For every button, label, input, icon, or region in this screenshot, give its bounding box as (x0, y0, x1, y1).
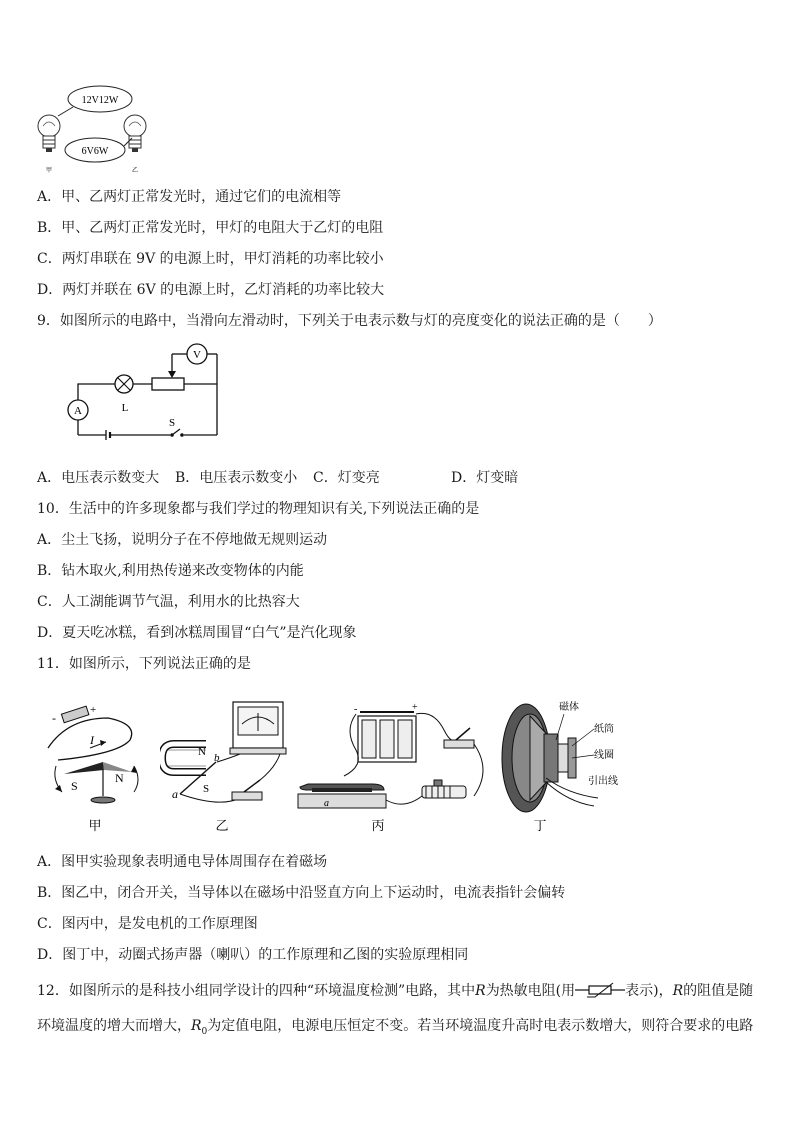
q9-option-b: B．电压表示数变小 (175, 470, 298, 486)
bulb-right-icon (124, 115, 146, 152)
minus-sign: - (354, 704, 358, 715)
q12-text-b: 为热敏电阻(用 (485, 983, 576, 999)
r0-subscript: 0 (201, 1026, 208, 1037)
q8-option-d: D．两灯并联在 6V 的电源上时，乙灯消耗的功率比较大 (37, 282, 385, 298)
battery-icon (61, 706, 89, 723)
lamp-right-label: 乙 (131, 168, 139, 174)
r-symbol-2: R (672, 983, 684, 999)
label-bing: 丙 (371, 818, 385, 833)
rheostat-icon (422, 780, 466, 798)
lamp-label: L (121, 402, 129, 414)
point-b-label: b (214, 752, 220, 764)
bubble-bottom-text: 6V6W (81, 146, 109, 157)
q9-circuit-diagram (62, 340, 227, 445)
q10-stem: 10．生活中的许多现象都与我们学过的物理知识有关,下列说法正确的是 (37, 501, 480, 517)
thermistor-symbol-icon (575, 982, 625, 998)
bubble-top-text: 12V12W (81, 95, 119, 106)
q8-bulbs-figure (33, 80, 163, 175)
q12-line-2 (37, 1017, 753, 1041)
q10-option-d: D．夏天吃冰糕，看到冰糕周围冒“白气”是汽化现象 (37, 625, 357, 641)
q9-option-d: D．灯变暗 (451, 470, 519, 486)
q12-line-1 (37, 982, 753, 1000)
label-jia: 甲 (88, 818, 102, 833)
coil-label: 线圈 (594, 750, 614, 761)
lead-wire-label: 引出线 (588, 776, 618, 787)
plus-sign: + (412, 702, 418, 713)
q11-figure-jia (38, 700, 148, 840)
lamp-left-label: 甲 (45, 168, 53, 174)
paper-tube-label: 纸筒 (594, 724, 614, 735)
pole-n-label: N (115, 771, 124, 785)
q12-text-f: 为定值电阻，电源电压恒定不变。若当环境温度升高时电表示数增大，则符合要求的电路 (207, 1018, 754, 1034)
point-a-label: a (172, 787, 178, 801)
switch-label: S (168, 417, 176, 429)
battery-pack-icon (358, 712, 416, 762)
label-ding: 丁 (533, 818, 547, 833)
q9-option-a: A．电压表示数变大 (37, 470, 160, 486)
r-symbol: R (475, 983, 486, 999)
q12-text-c: 表示)， (625, 983, 673, 999)
q11-figure-ding (498, 698, 633, 840)
q9-option-c: C．灯变亮 (313, 470, 380, 486)
q11-figure-yi (160, 698, 300, 840)
r0-symbol: R (191, 1018, 202, 1034)
magnet-rail-icon (298, 784, 386, 808)
q11-option-d: D．图丁中，动圈式扬声器（喇叭）的工作原理和乙图的实验原理相同 (37, 947, 469, 963)
plus-sign: + (90, 704, 97, 716)
q11-option-a: A．图甲实验现象表明通电导体周围存在着磁场 (37, 854, 328, 870)
q8-option-c: C．两灯串联在 9V 的电源上时，甲灯消耗的功率比较小 (37, 251, 384, 267)
q11-option-c: C．图丙中，是发电机的工作原理图 (37, 916, 258, 932)
switch-icon (232, 780, 262, 800)
q11-stem: 11．如图所示，下列说法正确的是 (37, 656, 251, 672)
rheostat-icon (152, 378, 184, 390)
minus-sign: - (52, 711, 56, 725)
q9-stem: 9．如图所示的电路中，当滑向左滑动时，下列关于电表示数与灯的亮度变化的说法正确的是（ ） (37, 313, 662, 329)
pole-n-label: N (198, 746, 206, 758)
q10-option-b: B．钻木取火,利用热传递来改变物体的内能 (37, 563, 304, 579)
q12-text-e: 环境温度的增大而增大， (37, 1018, 191, 1034)
q12-text-a: 12．如图所示的是科技小组同学设计的四种“环境温度检测”电路，其中 (37, 983, 476, 999)
label-yi: 乙 (215, 818, 229, 833)
pole-s-label: S (71, 779, 78, 793)
q11-figure-bing (294, 700, 494, 840)
switch-icon (170, 429, 184, 437)
current-label: I (90, 733, 94, 747)
ammeter-label: A (74, 405, 82, 417)
lamp-icon (115, 375, 133, 393)
bulb-left-icon (38, 115, 60, 152)
pole-s-label: S (203, 783, 210, 795)
q10-option-c: C．人工湖能调节气温，利用水的比热容大 (37, 594, 300, 610)
q12-text-d: 的阻值是随 (683, 983, 754, 999)
galvanometer-icon (230, 702, 286, 754)
magnet-label: 磁体 (559, 702, 579, 713)
q10-option-a: A．尘土飞扬，说明分子在不停地做无规则运动 (37, 532, 328, 548)
q8-option-a: A．甲、乙两灯正常发光时，通过它们的电流相等 (37, 189, 342, 205)
voltmeter-label: V (193, 349, 201, 361)
point-a-label: a (324, 798, 329, 809)
q11-option-b: B．图乙中，闭合开关，当导体以在磁场中沿竖直方向上下运动时，电流表指针会偏转 (37, 885, 566, 901)
q8-option-b: B．甲、乙两灯正常发光时，甲灯的电阻大于乙灯的电阻 (37, 220, 384, 236)
